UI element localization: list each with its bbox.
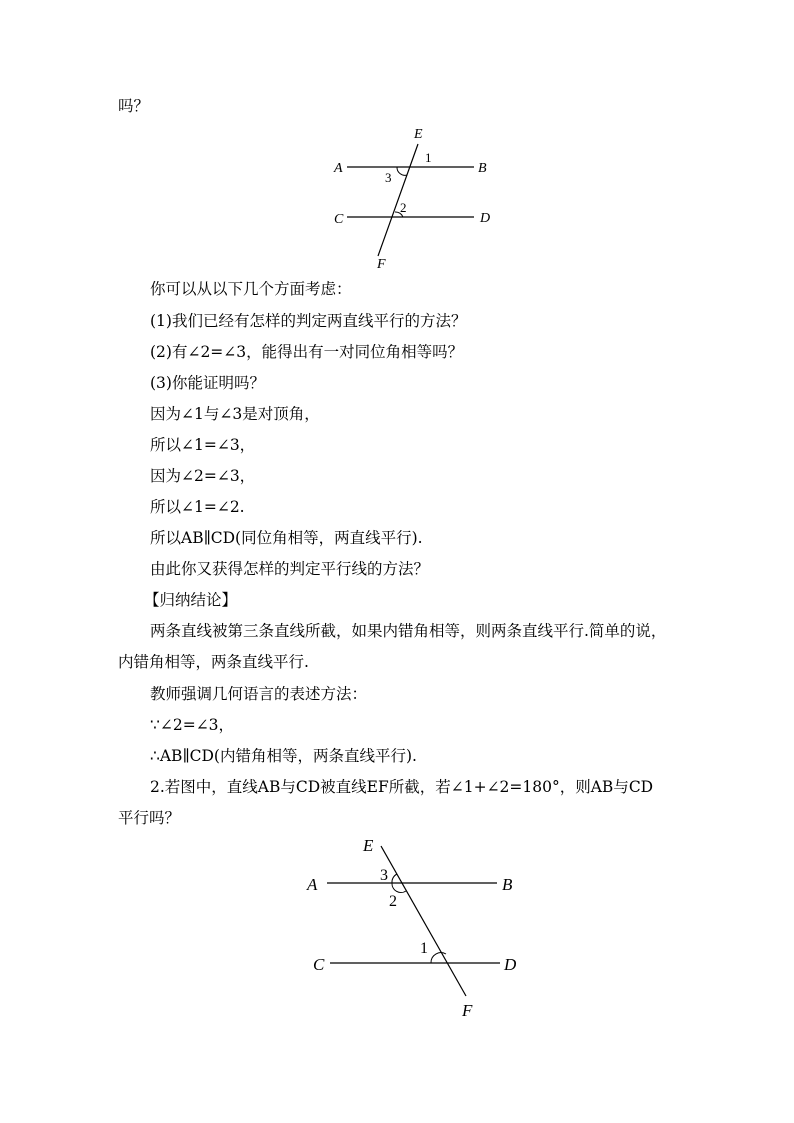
proof-step-1: 因为∠1与∠3是对顶角， <box>150 405 320 423</box>
conclusion-line-2: 内错角相等，两条直线平行. <box>118 653 309 671</box>
because-statement: ∵∠2=∠3， <box>150 716 235 734</box>
label-c: C <box>313 955 325 974</box>
angle-2-label: 2 <box>389 893 397 910</box>
angle-3-arc <box>392 874 397 883</box>
proof-step-5: 所以AB∥CD(同位角相等，两直线平行). <box>150 529 423 547</box>
proof-step-2: 所以∠1=∠3， <box>150 436 256 454</box>
continuation-text: 吗？ <box>118 97 150 115</box>
label-d: D <box>480 211 491 226</box>
label-c: C <box>334 212 344 227</box>
therefore-statement: ∴AB∥CD(内错角相等，两条直线平行). <box>150 747 417 765</box>
angle-1-label: 1 <box>420 940 428 957</box>
figure-1-diagram <box>325 122 505 274</box>
question-2: (2)有∠2=∠3，能得出有一对同位角相等吗？ <box>150 343 464 361</box>
label-f: F <box>462 1001 473 1020</box>
intro-text: 你可以从以下几个方面考虑： <box>150 280 352 298</box>
label-a: A <box>307 875 318 894</box>
question-1: (1)我们已经有怎样的判定两直线平行的方法？ <box>150 312 467 330</box>
angle-2-label: 2 <box>400 200 407 215</box>
line-ef <box>381 846 466 996</box>
proof-step-4: 所以∠1=∠2. <box>150 498 245 516</box>
angle-3-arc <box>397 167 407 175</box>
figure-2-diagram <box>300 830 530 1025</box>
angle-3-label: 3 <box>380 867 388 884</box>
label-f: F <box>377 257 386 272</box>
line-ef <box>378 144 418 256</box>
label-b: B <box>478 161 487 176</box>
label-a: A <box>334 161 343 176</box>
angle-1-label: 1 <box>425 150 432 165</box>
label-b: B <box>502 875 513 894</box>
problem-2-line-1: 2.若图中，直线AB与CD被直线EF所截，若∠1+∠2=180°，则AB与CD <box>150 778 654 796</box>
problem-2-line-2: 平行吗？ <box>118 809 181 827</box>
teacher-note: 教师强调几何语言的表述方法： <box>150 685 368 703</box>
proof-step-3: 因为∠2=∠3， <box>150 467 256 485</box>
label-e: E <box>363 836 374 855</box>
label-d: D <box>504 955 517 974</box>
conclusion-line-1: 两条直线被第三条直线所截，如果内错角相等，则两条直线平行.简单的说， <box>150 622 667 640</box>
section-heading: 【归纳结论】 <box>144 591 238 609</box>
question-method: 由此你又获得怎样的判定平行线的方法？ <box>150 560 430 578</box>
angle-3-label: 3 <box>385 170 392 185</box>
label-e: E <box>414 127 423 142</box>
angle-2-arc <box>392 883 406 893</box>
question-3: (3)你能证明吗？ <box>150 374 265 392</box>
